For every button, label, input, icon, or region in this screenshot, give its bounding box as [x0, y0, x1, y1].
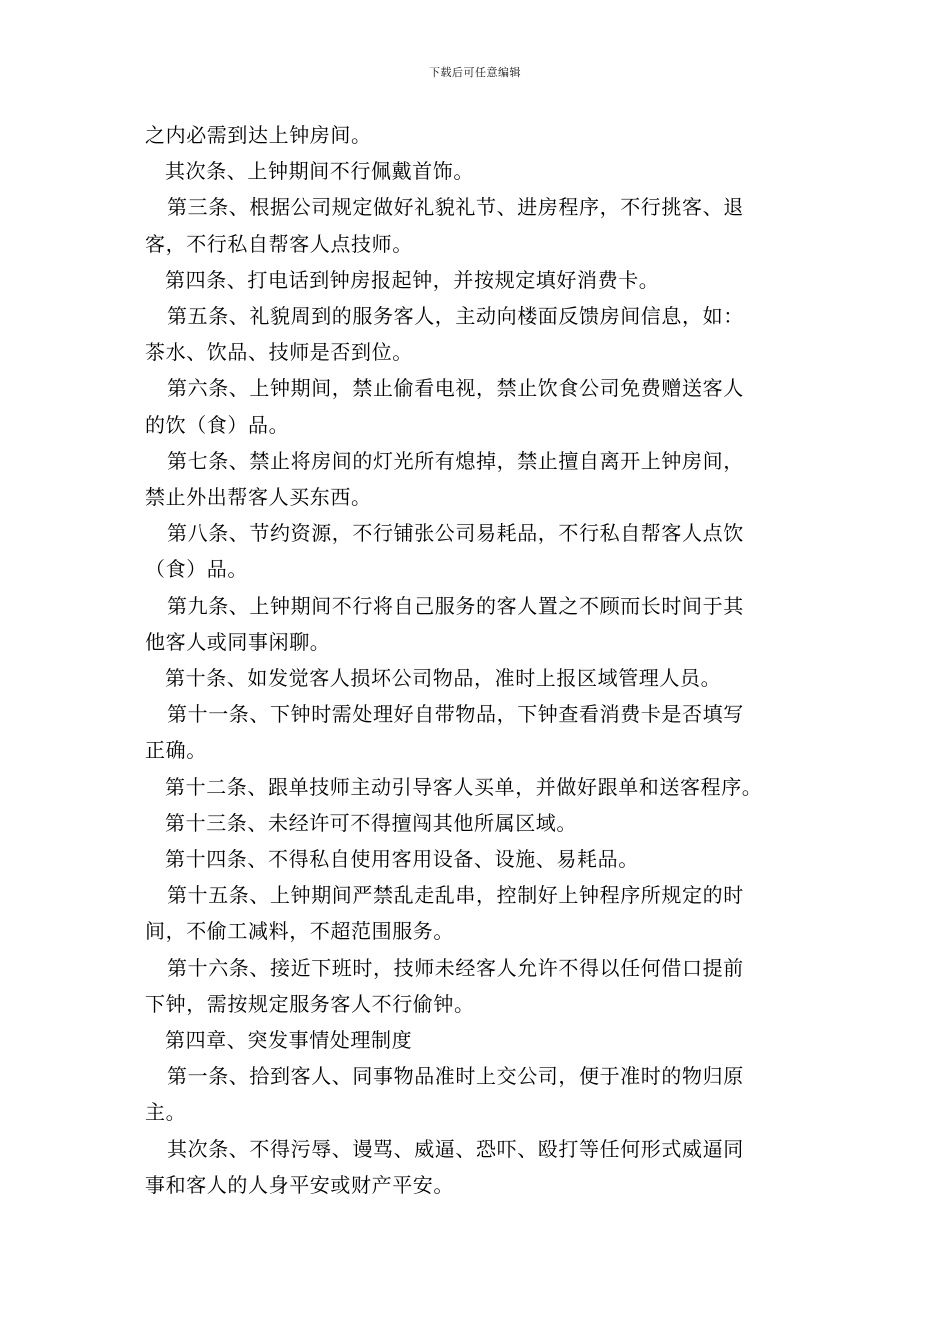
text-line: 禁止外出帮客人买东西。 [145, 485, 372, 510]
text-line: 第四章、突发事情处理制度 [165, 1028, 413, 1053]
text-line: 第十四条、不得私自使用客用设备、设施、易耗品。 [165, 847, 639, 872]
text-line: 客，不行私自帮客人点技师。 [145, 231, 413, 256]
text-line: 第九条、上钟期间不行将自己服务的客人置之不顾而长时间于其 [167, 593, 744, 618]
text-line: 第三条、根据公司规定做好礼貌礼节、进房程序，不行挑客、退 [167, 195, 744, 220]
text-line: 主。 [145, 1100, 187, 1125]
text-line: 第八条、节约资源，不行铺张公司易耗品，不行私自帮客人点饮 [167, 521, 744, 546]
document-body [145, 117, 810, 1203]
text-line: 的饮（食）品。 [145, 412, 290, 437]
page-header: 下载后可任意编辑 [429, 66, 521, 79]
text-line: 第四条、打电话到钟房报起钟，并按规定填好消费卡。 [165, 267, 660, 292]
text-line: 正确。 [145, 738, 207, 763]
text-line: 第十一条、下钟时需处理好自带物品，下钟查看消费卡是否填写 [167, 702, 744, 727]
text-line: 第十五条、上钟期间严禁乱走乱串，控制好上钟程序所规定的时 [167, 883, 744, 908]
text-line: 第七条、禁止将房间的灯光所有熄掉，禁止擅自离开上钟房间， [167, 448, 744, 473]
text-line: 其次条、上钟期间不行佩戴首饰。 [165, 159, 474, 184]
text-line: 下钟，需按规定服务客人不行偷钟。 [145, 991, 475, 1016]
text-line: 他客人或同事闲聊。 [145, 629, 331, 654]
text-line: 第一条、拾到客人、同事物品准时上交公司，便于准时的物归原 [167, 1064, 744, 1089]
text-line: 其次条、不得污辱、谩骂、威逼、恐吓、殴打等任何形式威逼同 [167, 1136, 744, 1161]
text-line: 事和客人的人身平安或财产平安。 [145, 1172, 454, 1197]
text-line: 间，不偷工减料，不超范围服务。 [145, 919, 454, 944]
text-line: （食）品。 [145, 557, 248, 582]
text-line: 第十二条、跟单技师主动引导客人买单，并做好跟单和送客程序。 [165, 774, 763, 799]
text-line: 第六条、上钟期间，禁止偷看电视，禁止饮食公司免费赠送客人 [167, 376, 744, 401]
text-line: 之内必需到达上钟房间。 [145, 123, 372, 147]
text-line: 第十条、如发觉客人损坏公司物品，准时上报区域管理人员。 [165, 666, 722, 691]
text-line: 第五条、礼貌周到的服务客人，主动向楼面反馈房间信息，如： [167, 304, 744, 329]
text-line: 茶水、饮品、技师是否到位。 [145, 340, 413, 365]
text-line: 第十六条、接近下班时，技师未经客人允许不得以任何借口提前 [167, 955, 744, 980]
text-line: 第十三条、未经许可不得擅闯其他所属区域。 [165, 810, 577, 835]
